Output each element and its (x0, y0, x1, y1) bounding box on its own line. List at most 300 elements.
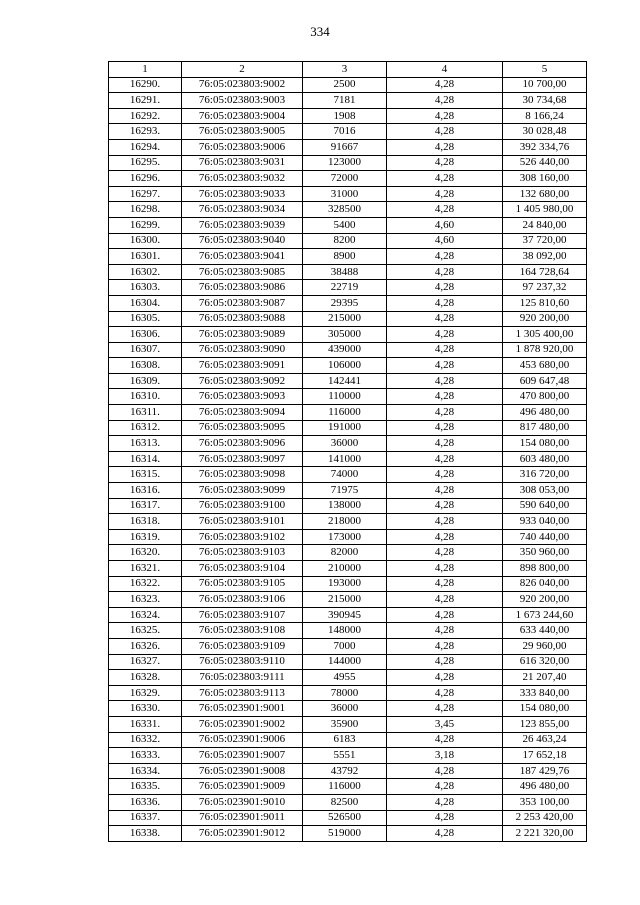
cadastral-number-cell: 76:05:023803:9039 (182, 217, 303, 233)
cadastral-number-cell: 76:05:023803:9088 (182, 311, 303, 327)
area-cell: 116000 (303, 405, 387, 421)
row-number-cell: 16294. (109, 139, 182, 155)
table-row (109, 342, 587, 358)
row-number-cell: 16301. (109, 249, 182, 265)
amount-cell: 740 440,00 (503, 529, 587, 545)
cadastral-number-cell: 76:05:023803:9109 (182, 638, 303, 654)
area-cell: 82500 (303, 794, 387, 810)
row-number-cell: 16336. (109, 794, 182, 810)
cadastral-number-cell: 76:05:023803:9091 (182, 358, 303, 374)
cadastral-number-cell: 76:05:023803:9093 (182, 389, 303, 405)
table-row (109, 545, 587, 561)
cadastral-number-cell: 76:05:023803:9102 (182, 529, 303, 545)
rate-cell: 4,28 (387, 701, 503, 717)
amount-cell: 187 429,76 (503, 763, 587, 779)
rate-cell: 4,28 (387, 498, 503, 514)
row-number-cell: 16331. (109, 716, 182, 732)
amount-cell: 123 855,00 (503, 716, 587, 732)
rate-cell: 3,45 (387, 716, 503, 732)
amount-cell: 350 960,00 (503, 545, 587, 561)
row-number-cell: 16325. (109, 623, 182, 639)
table-row (109, 405, 587, 421)
table-row (109, 186, 587, 202)
cadastral-number-cell: 76:05:023803:9097 (182, 451, 303, 467)
table-row (109, 295, 587, 311)
amount-cell: 633 440,00 (503, 623, 587, 639)
cadastral-number-cell: 76:05:023901:9008 (182, 763, 303, 779)
area-cell: 215000 (303, 311, 387, 327)
table-row (109, 139, 587, 155)
amount-cell: 132 680,00 (503, 186, 587, 202)
amount-cell: 496 480,00 (503, 779, 587, 795)
amount-cell: 609 647,48 (503, 373, 587, 389)
row-number-cell: 16335. (109, 779, 182, 795)
amount-cell: 30 028,48 (503, 124, 587, 140)
cadastral-number-cell: 76:05:023803:9111 (182, 670, 303, 686)
table-row (109, 732, 587, 748)
area-cell: 210000 (303, 561, 387, 577)
area-cell: 8900 (303, 249, 387, 265)
amount-cell: 154 080,00 (503, 436, 587, 452)
table-row (109, 638, 587, 654)
rate-cell: 4,28 (387, 436, 503, 452)
amount-cell: 164 728,64 (503, 264, 587, 280)
row-number-cell: 16303. (109, 280, 182, 296)
rate-cell: 4,28 (387, 358, 503, 374)
area-cell: 22719 (303, 280, 387, 296)
amount-cell: 154 080,00 (503, 701, 587, 717)
cadastral-number-cell: 76:05:023803:9110 (182, 654, 303, 670)
cadastral-number-cell: 76:05:023803:9101 (182, 514, 303, 530)
table-row (109, 576, 587, 592)
table-row (109, 264, 587, 280)
rate-cell: 4,28 (387, 295, 503, 311)
amount-cell: 26 463,24 (503, 732, 587, 748)
table-row (109, 233, 587, 249)
cadastral-number-cell: 76:05:023803:9087 (182, 295, 303, 311)
table-row (109, 716, 587, 732)
rate-cell: 4,28 (387, 389, 503, 405)
cadastral-number-cell: 76:05:023803:9033 (182, 186, 303, 202)
cadastral-number-cell: 76:05:023803:9099 (182, 483, 303, 499)
amount-cell: 17 652,18 (503, 748, 587, 764)
amount-cell: 125 810,60 (503, 295, 587, 311)
cadastral-number-cell: 76:05:023803:9100 (182, 498, 303, 514)
area-cell: 7181 (303, 93, 387, 109)
row-number-cell: 16310. (109, 389, 182, 405)
table-row (109, 748, 587, 764)
row-number-cell: 16324. (109, 607, 182, 623)
table-row (109, 529, 587, 545)
rate-cell: 4,28 (387, 327, 503, 343)
table-row (109, 124, 587, 140)
area-cell: 5551 (303, 748, 387, 764)
area-cell: 1908 (303, 108, 387, 124)
amount-cell: 8 166,24 (503, 108, 587, 124)
rate-cell: 4,28 (387, 420, 503, 436)
header-row (109, 62, 587, 78)
rate-cell: 4,28 (387, 311, 503, 327)
cadastral-number-cell: 76:05:023803:9004 (182, 108, 303, 124)
table-row (109, 155, 587, 171)
row-number-cell: 16311. (109, 405, 182, 421)
rate-cell: 4,28 (387, 467, 503, 483)
cadastral-number-cell: 76:05:023803:9040 (182, 233, 303, 249)
area-cell: 4955 (303, 670, 387, 686)
rate-cell: 4,28 (387, 514, 503, 530)
table-row (109, 108, 587, 124)
rate-cell: 4,28 (387, 342, 503, 358)
area-cell: 110000 (303, 389, 387, 405)
row-number-cell: 16296. (109, 171, 182, 187)
table-row (109, 77, 587, 93)
column-header-4: 4 (387, 62, 503, 78)
row-number-cell: 16293. (109, 124, 182, 140)
rate-cell: 4,28 (387, 373, 503, 389)
cadastral-number-cell: 76:05:023803:9089 (182, 327, 303, 343)
area-cell: 2500 (303, 77, 387, 93)
rate-cell: 4,28 (387, 623, 503, 639)
cadastral-number-cell: 76:05:023803:9006 (182, 139, 303, 155)
amount-cell: 817 480,00 (503, 420, 587, 436)
amount-cell: 29 960,00 (503, 638, 587, 654)
amount-cell: 37 720,00 (503, 233, 587, 249)
row-number-cell: 16314. (109, 451, 182, 467)
table-row (109, 685, 587, 701)
table-header (109, 62, 587, 78)
area-cell: 36000 (303, 701, 387, 717)
amount-cell: 38 092,00 (503, 249, 587, 265)
amount-cell: 526 440,00 (503, 155, 587, 171)
cadastral-number-cell: 76:05:023803:9094 (182, 405, 303, 421)
area-cell: 106000 (303, 358, 387, 374)
amount-cell: 590 640,00 (503, 498, 587, 514)
amount-cell: 392 334,76 (503, 139, 587, 155)
amount-cell: 353 100,00 (503, 794, 587, 810)
row-number-cell: 16318. (109, 514, 182, 530)
row-number-cell: 16300. (109, 233, 182, 249)
area-cell: 35900 (303, 716, 387, 732)
area-cell: 191000 (303, 420, 387, 436)
row-number-cell: 16302. (109, 264, 182, 280)
table-row (109, 280, 587, 296)
area-cell: 91667 (303, 139, 387, 155)
area-cell: 8200 (303, 233, 387, 249)
amount-cell: 616 320,00 (503, 654, 587, 670)
row-number-cell: 16329. (109, 685, 182, 701)
rate-cell: 4,28 (387, 779, 503, 795)
table-row (109, 810, 587, 826)
rate-cell: 4,28 (387, 529, 503, 545)
amount-cell: 1 305 400,00 (503, 327, 587, 343)
rate-cell: 4,28 (387, 794, 503, 810)
cadastral-number-cell: 76:05:023803:9103 (182, 545, 303, 561)
cadastral-number-cell: 76:05:023803:9095 (182, 420, 303, 436)
area-cell: 36000 (303, 436, 387, 452)
amount-cell: 97 237,32 (503, 280, 587, 296)
amount-cell: 1 405 980,00 (503, 202, 587, 218)
area-cell: 144000 (303, 654, 387, 670)
cadastral-number-cell: 76:05:023803:9032 (182, 171, 303, 187)
area-cell: 390945 (303, 607, 387, 623)
table-row (109, 171, 587, 187)
amount-cell: 308 160,00 (503, 171, 587, 187)
cadastral-number-cell: 76:05:023803:9005 (182, 124, 303, 140)
area-cell: 328500 (303, 202, 387, 218)
column-header-5: 5 (503, 62, 587, 78)
row-number-cell: 16327. (109, 654, 182, 670)
table-row (109, 93, 587, 109)
table-row (109, 451, 587, 467)
amount-cell: 2 253 420,00 (503, 810, 587, 826)
amount-cell: 10 700,00 (503, 77, 587, 93)
cadastral-number-cell: 76:05:023901:9007 (182, 748, 303, 764)
row-number-cell: 16317. (109, 498, 182, 514)
table-row (109, 701, 587, 717)
cadastral-number-cell: 76:05:023803:9105 (182, 576, 303, 592)
column-header-2: 2 (182, 62, 303, 78)
cadastral-number-cell: 76:05:023901:9006 (182, 732, 303, 748)
row-number-cell: 16305. (109, 311, 182, 327)
area-cell: 116000 (303, 779, 387, 795)
row-number-cell: 16322. (109, 576, 182, 592)
rate-cell: 4,28 (387, 810, 503, 826)
cadastral-number-cell: 76:05:023803:9098 (182, 467, 303, 483)
cadastral-number-cell: 76:05:023901:9010 (182, 794, 303, 810)
area-cell: 6183 (303, 732, 387, 748)
cadastral-number-cell: 76:05:023803:9086 (182, 280, 303, 296)
row-number-cell: 16297. (109, 186, 182, 202)
area-cell: 305000 (303, 327, 387, 343)
table-row (109, 373, 587, 389)
amount-cell: 920 200,00 (503, 592, 587, 608)
table-row (109, 467, 587, 483)
cadastral-number-cell: 76:05:023803:9090 (182, 342, 303, 358)
rate-cell: 4,28 (387, 576, 503, 592)
registry-table (108, 61, 587, 842)
area-cell: 519000 (303, 826, 387, 842)
amount-cell: 933 040,00 (503, 514, 587, 530)
area-cell: 123000 (303, 155, 387, 171)
area-cell: 142441 (303, 373, 387, 389)
cadastral-number-cell: 76:05:023803:9107 (182, 607, 303, 623)
rate-cell: 4,28 (387, 264, 503, 280)
cadastral-number-cell: 76:05:023901:9001 (182, 701, 303, 717)
table-row (109, 249, 587, 265)
table-row (109, 514, 587, 530)
area-cell: 193000 (303, 576, 387, 592)
area-cell: 72000 (303, 171, 387, 187)
table-row (109, 202, 587, 218)
amount-cell: 496 480,00 (503, 405, 587, 421)
rate-cell: 4,28 (387, 654, 503, 670)
amount-cell: 1 673 244,60 (503, 607, 587, 623)
rate-cell: 4,28 (387, 685, 503, 701)
row-number-cell: 16315. (109, 467, 182, 483)
row-number-cell: 16312. (109, 420, 182, 436)
rate-cell: 4,28 (387, 171, 503, 187)
row-number-cell: 16323. (109, 592, 182, 608)
table-row (109, 436, 587, 452)
amount-cell: 1 878 920,00 (503, 342, 587, 358)
cadastral-number-cell: 76:05:023803:9096 (182, 436, 303, 452)
cadastral-number-cell: 76:05:023803:9106 (182, 592, 303, 608)
rate-cell: 4,28 (387, 155, 503, 171)
area-cell: 173000 (303, 529, 387, 545)
amount-cell: 21 207,40 (503, 670, 587, 686)
table-row (109, 420, 587, 436)
rate-cell: 4,28 (387, 93, 503, 109)
area-cell: 215000 (303, 592, 387, 608)
area-cell: 526500 (303, 810, 387, 826)
rate-cell: 4,28 (387, 186, 503, 202)
table-body (109, 77, 587, 841)
table-row (109, 794, 587, 810)
table-row (109, 763, 587, 779)
table-row (109, 623, 587, 639)
rate-cell: 4,28 (387, 202, 503, 218)
rate-cell: 4,28 (387, 405, 503, 421)
area-cell: 7016 (303, 124, 387, 140)
amount-cell: 30 734,68 (503, 93, 587, 109)
rate-cell: 4,28 (387, 638, 503, 654)
rate-cell: 4,28 (387, 483, 503, 499)
page-number: 334 (310, 24, 330, 39)
amount-cell: 826 040,00 (503, 576, 587, 592)
row-number-cell: 16337. (109, 810, 182, 826)
rate-cell: 4,28 (387, 451, 503, 467)
table-row (109, 498, 587, 514)
area-cell: 5400 (303, 217, 387, 233)
row-number-cell: 16333. (109, 748, 182, 764)
cadastral-number-cell: 76:05:023803:9041 (182, 249, 303, 265)
cadastral-number-cell: 76:05:023803:9003 (182, 93, 303, 109)
row-number-cell: 16338. (109, 826, 182, 842)
rate-cell: 4,28 (387, 139, 503, 155)
row-number-cell: 16304. (109, 295, 182, 311)
row-number-cell: 16316. (109, 483, 182, 499)
cadastral-number-cell: 76:05:023901:9012 (182, 826, 303, 842)
row-number-cell: 16313. (109, 436, 182, 452)
amount-cell: 920 200,00 (503, 311, 587, 327)
cadastral-number-cell: 76:05:023803:9002 (182, 77, 303, 93)
area-cell: 138000 (303, 498, 387, 514)
rate-cell: 4,28 (387, 249, 503, 265)
amount-cell: 308 053,00 (503, 483, 587, 499)
rate-cell: 4,28 (387, 124, 503, 140)
table-row (109, 561, 587, 577)
table-row (109, 607, 587, 623)
rate-cell: 4,28 (387, 280, 503, 296)
area-cell: 38488 (303, 264, 387, 280)
row-number-cell: 16321. (109, 561, 182, 577)
table-row (109, 327, 587, 343)
cadastral-number-cell: 76:05:023803:9113 (182, 685, 303, 701)
area-cell: 74000 (303, 467, 387, 483)
table-row (109, 670, 587, 686)
area-cell: 141000 (303, 451, 387, 467)
row-number-cell: 16332. (109, 732, 182, 748)
table-row (109, 592, 587, 608)
row-number-cell: 16320. (109, 545, 182, 561)
area-cell: 7000 (303, 638, 387, 654)
rate-cell: 4,28 (387, 592, 503, 608)
row-number-cell: 16291. (109, 93, 182, 109)
rate-cell: 4,28 (387, 545, 503, 561)
cadastral-number-cell: 76:05:023901:9002 (182, 716, 303, 732)
cadastral-number-cell: 76:05:023803:9092 (182, 373, 303, 389)
row-number-cell: 16326. (109, 638, 182, 654)
amount-cell: 2 221 320,00 (503, 826, 587, 842)
rate-cell: 4,28 (387, 77, 503, 93)
table-row (109, 654, 587, 670)
row-number-cell: 16309. (109, 373, 182, 389)
row-number-cell: 16334. (109, 763, 182, 779)
rate-cell: 4,28 (387, 670, 503, 686)
table-row (109, 826, 587, 842)
column-header-3: 3 (303, 62, 387, 78)
row-number-cell: 16299. (109, 217, 182, 233)
row-number-cell: 16306. (109, 327, 182, 343)
row-number-cell: 16298. (109, 202, 182, 218)
rate-cell: 4,60 (387, 233, 503, 249)
cadastral-number-cell: 76:05:023803:9031 (182, 155, 303, 171)
amount-cell: 453 680,00 (503, 358, 587, 374)
amount-cell: 603 480,00 (503, 451, 587, 467)
table-row (109, 483, 587, 499)
amount-cell: 898 800,00 (503, 561, 587, 577)
row-number-cell: 16330. (109, 701, 182, 717)
cadastral-number-cell: 76:05:023901:9009 (182, 779, 303, 795)
amount-cell: 316 720,00 (503, 467, 587, 483)
row-number-cell: 16308. (109, 358, 182, 374)
rate-cell: 4,60 (387, 217, 503, 233)
area-cell: 148000 (303, 623, 387, 639)
amount-cell: 24 840,00 (503, 217, 587, 233)
table-row (109, 311, 587, 327)
row-number-cell: 16292. (109, 108, 182, 124)
table-row (109, 389, 587, 405)
area-cell: 71975 (303, 483, 387, 499)
row-number-cell: 16290. (109, 77, 182, 93)
rate-cell: 4,28 (387, 108, 503, 124)
table-row (109, 779, 587, 795)
area-cell: 31000 (303, 186, 387, 202)
table-row (109, 217, 587, 233)
area-cell: 78000 (303, 685, 387, 701)
rate-cell: 4,28 (387, 732, 503, 748)
row-number-cell: 16319. (109, 529, 182, 545)
area-cell: 82000 (303, 545, 387, 561)
cadastral-number-cell: 76:05:023803:9034 (182, 202, 303, 218)
column-header-1: 1 (109, 62, 182, 78)
row-number-cell: 16295. (109, 155, 182, 171)
area-cell: 29395 (303, 295, 387, 311)
rate-cell: 4,28 (387, 763, 503, 779)
area-cell: 439000 (303, 342, 387, 358)
area-cell: 43792 (303, 763, 387, 779)
cadastral-number-cell: 76:05:023803:9108 (182, 623, 303, 639)
rate-cell: 4,28 (387, 561, 503, 577)
area-cell: 218000 (303, 514, 387, 530)
table-row (109, 358, 587, 374)
row-number-cell: 16328. (109, 670, 182, 686)
cadastral-number-cell: 76:05:023803:9104 (182, 561, 303, 577)
row-number-cell: 16307. (109, 342, 182, 358)
cadastral-number-cell: 76:05:023803:9085 (182, 264, 303, 280)
rate-cell: 4,28 (387, 607, 503, 623)
rate-cell: 4,28 (387, 826, 503, 842)
